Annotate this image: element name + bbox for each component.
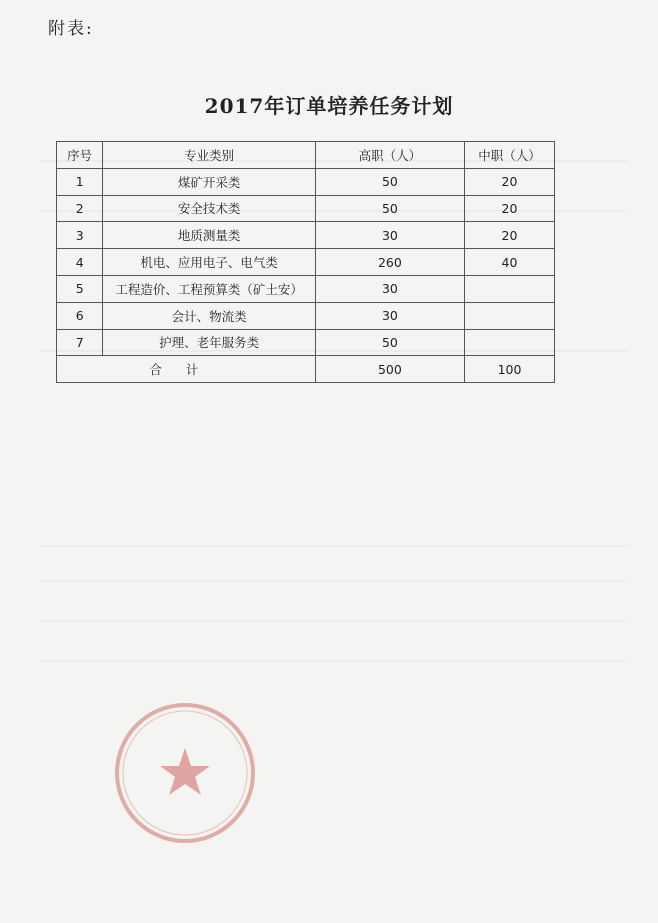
cell-major: 安全技术类 [103,195,316,222]
cell-higher: 30 [315,275,464,302]
total-secondary: 100 [464,356,554,383]
cell-higher: 50 [315,329,464,356]
cell-higher: 260 [315,249,464,276]
header-major-category: 专业类别 [103,142,316,169]
cell-index: 3 [57,222,103,249]
cell-major: 护理、老年服务类 [103,329,316,356]
table-header-row [57,142,555,169]
table-row [57,168,555,195]
cell-higher: 30 [315,222,464,249]
table-row [57,195,555,222]
cell-secondary [464,302,554,329]
cell-higher: 50 [315,195,464,222]
cell-index: 7 [57,329,103,356]
cell-major: 会计、物流类 [103,302,316,329]
total-higher: 500 [315,356,464,383]
cell-secondary: 40 [464,249,554,276]
cell-index: 4 [57,249,103,276]
cell-major: 地质测量类 [103,222,316,249]
header-index: 序号 [57,142,103,169]
table-total-row [57,356,555,383]
cell-secondary [464,329,554,356]
header-secondary-vocational: 中职（人） [464,142,554,169]
table-row [57,249,555,276]
cell-secondary: 20 [464,195,554,222]
official-seal [110,698,260,848]
cell-secondary: 20 [464,168,554,195]
star-icon [160,748,210,795]
cell-major: 煤矿开采类 [103,168,316,195]
cell-index: 1 [57,168,103,195]
training-plan-table [56,141,555,383]
cell-index: 6 [57,302,103,329]
table-row [57,222,555,249]
page-title: 2017年订单培养任务计划 [204,94,454,118]
table-row [57,329,555,356]
cell-index: 2 [57,195,103,222]
cell-higher: 50 [315,168,464,195]
total-label: 合计 [57,356,316,383]
cell-secondary [464,275,554,302]
cell-index: 5 [57,275,103,302]
cell-major: 机电、应用电子、电气类 [103,249,316,276]
cell-higher: 30 [315,302,464,329]
cell-major: 工程造价、工程预算类（矿土安） [103,275,316,302]
cell-secondary: 20 [464,222,554,249]
attachment-label: 附表: [48,19,94,39]
header-higher-vocational: 高职（人） [315,142,464,169]
table-row [57,302,555,329]
table-row [57,275,555,302]
